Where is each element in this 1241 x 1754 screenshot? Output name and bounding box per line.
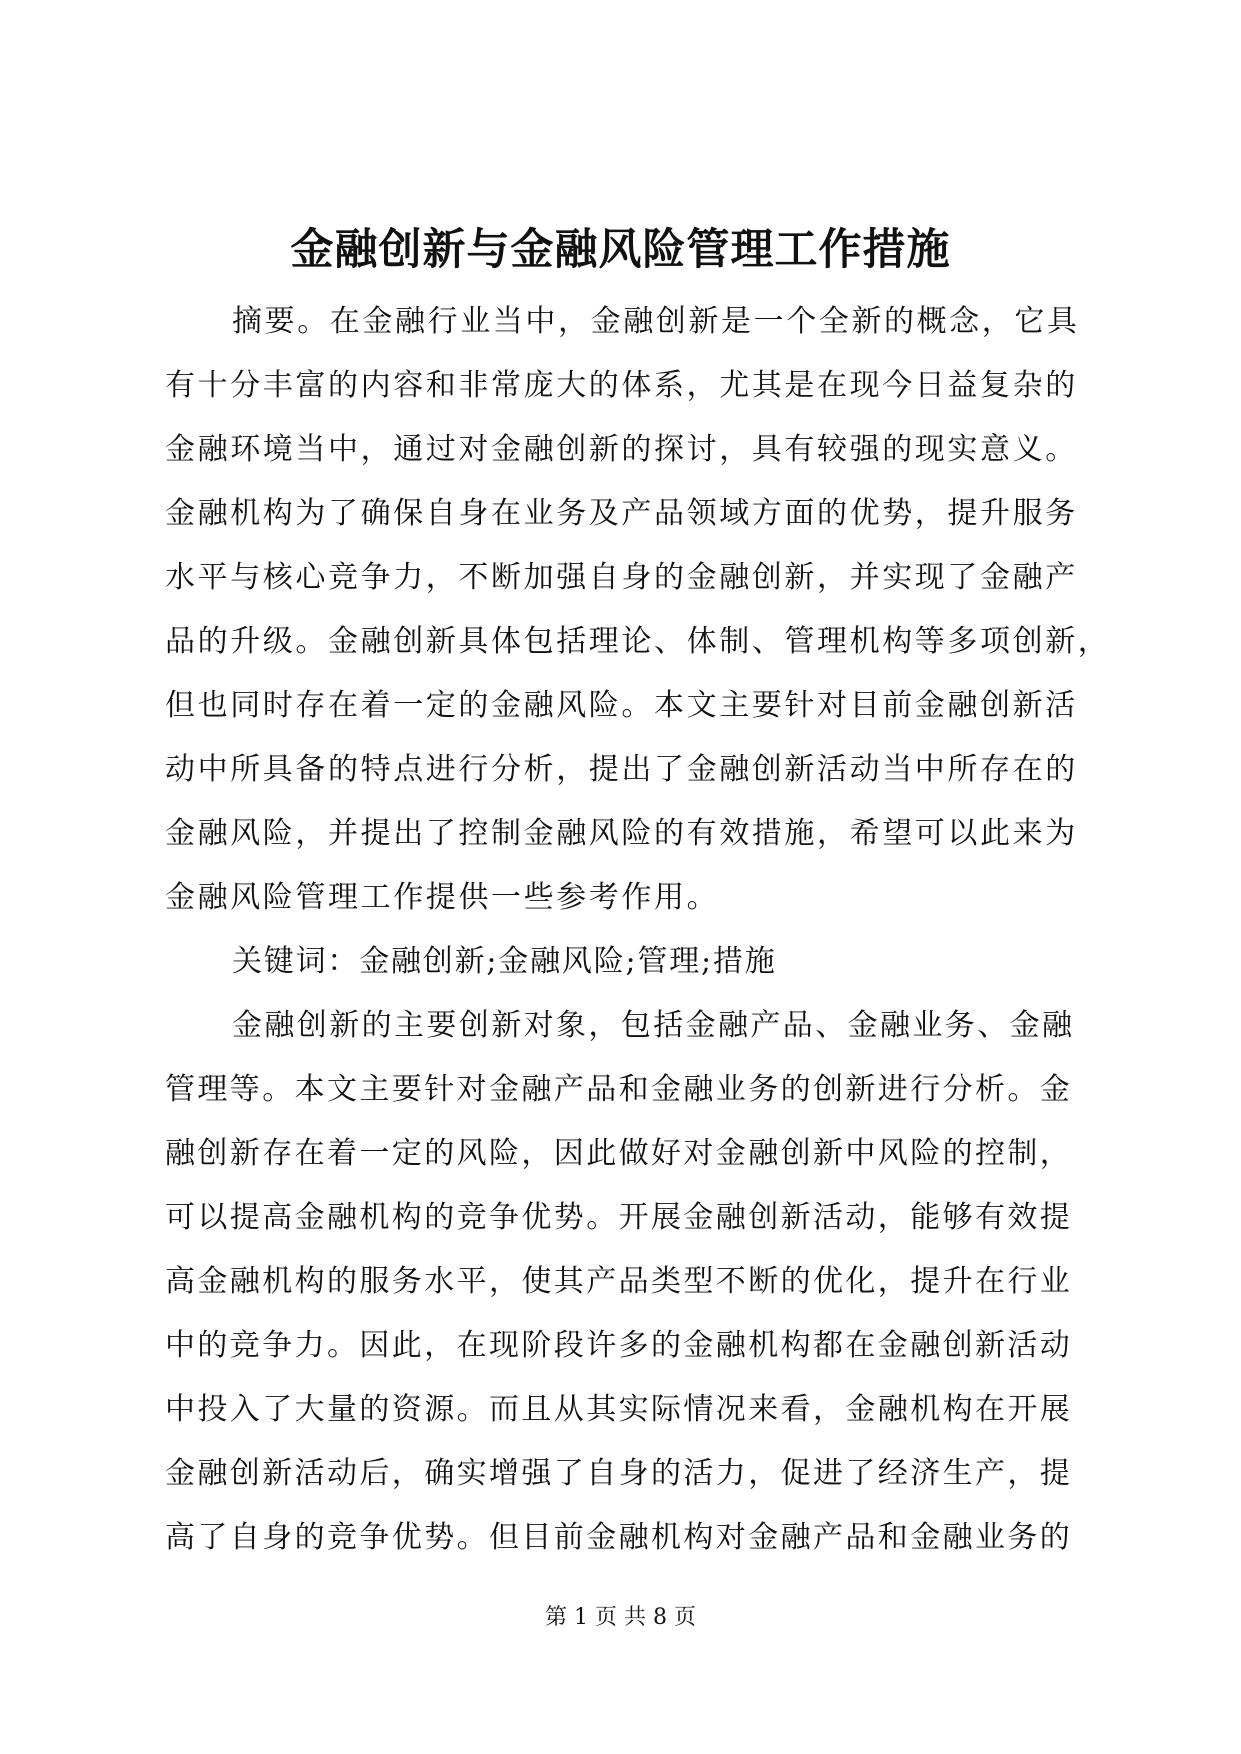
abstract-line: 但也同时存在着一定的金融风险。本文主要针对目前金融创新活	[165, 688, 1078, 723]
document-title: 金融创新与金融风险管理工作措施	[290, 225, 951, 275]
abstract-line: 金融机构为了确保自身在业务及产品领域方面的优势，提升服务	[165, 496, 1078, 531]
body-section	[165, 994, 1085, 1570]
abstract-line: 金融风险管理工作提供一些参考作用。	[165, 880, 720, 915]
abstract-line: 品的升级。金融创新具体包括理论、体制、管理机构等多项创新，	[165, 624, 1111, 659]
abstract-line: 摘要。在金融行业当中，金融创新是一个全新的概念，它具	[232, 304, 1080, 339]
body-line: 中的竞争力。因此，在现阶段许多的金融机构都在金融创新活动	[165, 1328, 1073, 1363]
abstract-line: 水平与核心竞争力，不断加强自身的金融创新，并实现了金融产	[165, 560, 1078, 595]
abstract-line: 金融环境当中，通过对金融创新的探讨，具有较强的现实意义。	[165, 432, 1078, 467]
abstract-line: 动中所具备的特点进行分析，提出了金融创新活动当中所存在的	[165, 752, 1078, 787]
body-line: 中投入了大量的资源。而且从其实际情况来看，金融机构在开展	[165, 1392, 1073, 1427]
body-line: 高了自身的竞争优势。但目前金融机构对金融产品和金融业务的	[165, 1520, 1073, 1555]
document-body	[165, 290, 1111, 1570]
body-line: 金融创新的主要创新对象，包括金融产品、金融业务、金融	[232, 1008, 1075, 1043]
body-line: 金融创新活动后，确实增强了自身的活力，促进了经济生产，提	[165, 1456, 1073, 1491]
body-line: 可以提高金融机构的竞争优势。开展金融创新活动，能够有效提	[165, 1200, 1073, 1235]
abstract-line: 金融风险，并提出了控制金融风险的有效措施，希望可以此来为	[165, 816, 1078, 851]
body-line: 高金融机构的服务水平，使其产品类型不断的优化，提升在行业	[165, 1264, 1073, 1299]
abstract-line: 有十分丰富的内容和非常庞大的体系，尤其是在现今日益复杂的	[165, 368, 1078, 403]
abstract-section	[165, 290, 1111, 930]
keywords-line: 关键词：金融创新;金融风险;管理;措施	[232, 944, 777, 979]
page-footer: 第 1 页 共 8 页	[545, 1605, 696, 1630]
body-line: 融创新存在着一定的风险，因此做好对金融创新中风险的控制，	[165, 1136, 1073, 1171]
body-line: 管理等。本文主要针对金融产品和金融业务的创新进行分析。金	[165, 1072, 1073, 1107]
